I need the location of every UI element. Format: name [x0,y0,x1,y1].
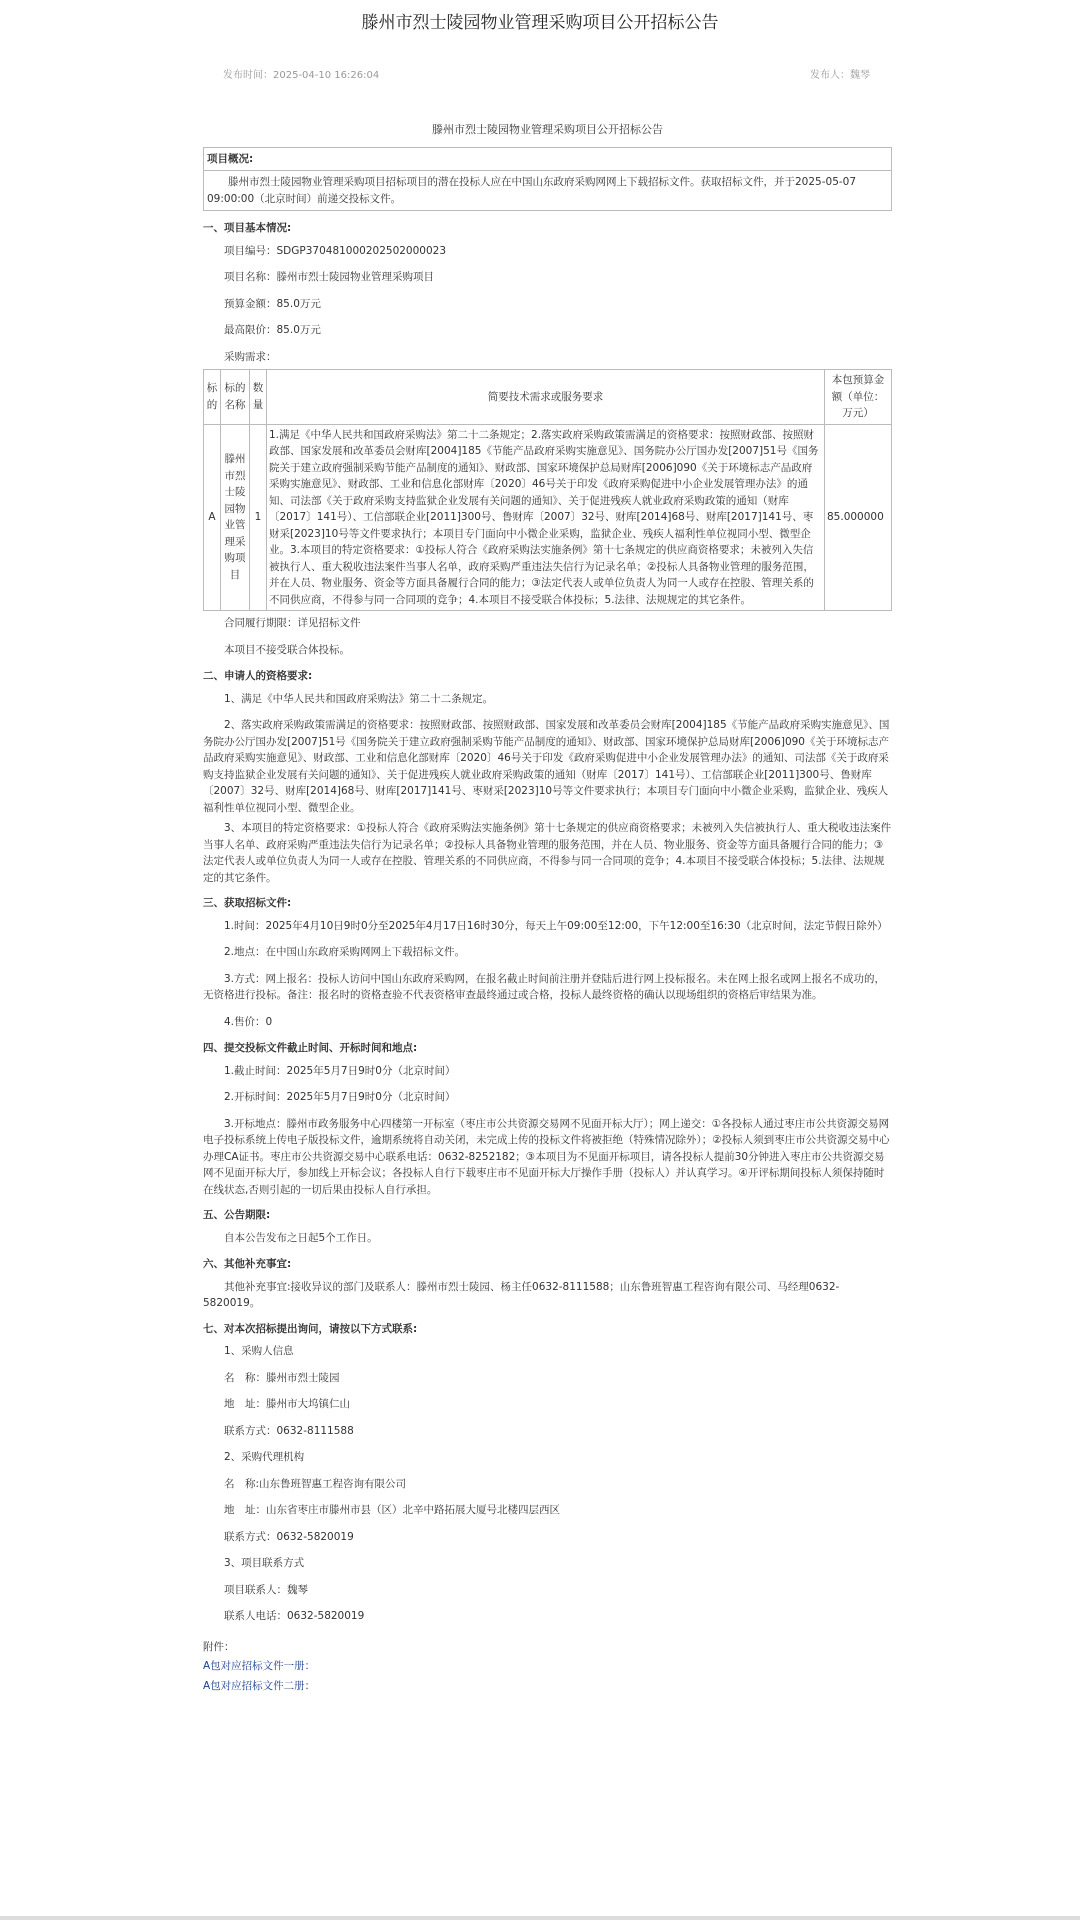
contract-period: 合同履行期限：详见招标文件 [224,617,361,629]
table-header-row [204,370,892,425]
contact-label: 3、项目联系方式 [224,1557,305,1569]
purchaser-label: 1、采购人信息 [224,1345,294,1357]
cell-qty: 1 [250,424,267,611]
section-6-heading: 六、其他补充事宜: [203,1258,292,1270]
section-5-heading: 五、公告期限: [203,1209,271,1221]
announcement-subtitle: 滕州市烈士陵园物业管理采购项目公开招标公告 [432,123,663,136]
footer-bar [0,1916,1080,1920]
attachment-link-1[interactable]: A包对应招标文件一册： [203,1660,316,1672]
notice-period: 自本公告发布之日起5个工作日。 [224,1231,378,1244]
purchaser-name: 名 称：滕州市烈士陵园 [224,1371,340,1384]
agency-label: 2、采购代理机构 [224,1451,305,1463]
contact-phone: 联系人电话：0632-5820019 [224,1610,365,1622]
overview-label: 项目概况: [204,147,892,171]
agency-phone: 联系方式：0632-5820019 [224,1530,354,1543]
no-consortium: 本项目不接受联合体投标。 [224,643,350,656]
attachments-label: 附件： [203,1640,235,1653]
th-name: 标的名称 [221,370,250,425]
obtain-method: 3.方式：网上报名：投标人访问中国山东政府采购网，在报名截止时间前注册并登陆后进行网上投标报名。未在网上报名或网上报名不成功的，无资格进行投标。备注：报名时的资格查验不代表资格审查最终通过或合格，投标人最终资格的确认以现场组织的资格后审结果为准。 [203,972,886,1001]
project-demand-label: 采购需求： [224,350,277,363]
qualification-3: 3、本项目的特定资格要求：①投标人符合《政府采购法实施条例》第十七条规定的供应商资格要求；未被列入失信被执行人、重大税收违法案件当事人名单、政府采购严重违法失信行为记录名单；②投标人具备物业管理的服务范围，并在人员、物业服务、资金等方面具备履行合同的能力；③法定代表人或单位负责人为同一人或存在控股、管理关系的不同供应商，不得参与同一合同项的竞争；4.本项目不接受联合体投标；5.法律、法规规定的其它条件。 [203,822,892,884]
contact-person: 项目联系人：魏琴 [224,1583,308,1596]
purchaser-address: 地 址：滕州市大坞镇仁山 [224,1398,350,1410]
overview-box [203,147,892,212]
cell-name: 滕州市烈士陵园物业管理采购项目 [221,424,250,611]
publisher: 发布人：魏琴 [810,70,870,81]
purchaser-phone: 联系方式：0632-8111588 [224,1424,354,1437]
obtain-place: 2.地点：在中国山东政府采购网网上下载招标文件。 [224,946,466,958]
section-2-heading: 二、申请人的资格要求: [203,670,313,682]
agency-name: 名 称:山东鲁班智惠工程咨询有限公司 [224,1477,407,1490]
cell-bid: A [204,424,221,611]
overview-text: 滕州市烈士陵园物业管理采购项目招标项目的潜在投标人应在中国山东政府采购网网上下载招标文件。获取招标文件，并于2025-05-07 09:00:00（北京时间）前递交投标文件。 [204,171,892,211]
project-budget: 预算金额：85.0万元 [224,297,321,310]
announcement-body [203,118,892,1694]
project-name: 项目名称：滕州市烈士陵园物业管理采购项目 [224,271,434,283]
demand-table [203,369,892,611]
bid-deadline: 1.截止时间：2025年5月7日9时0分（北京时间） [224,1064,456,1077]
project-code: 项目编号：SDGP370481000202502000023 [224,244,447,257]
publish-time: 发布时间：2025-04-10 16:26:04 [223,70,380,81]
bid-open-place: 3.开标地点：滕州市政务服务中心四楼第一开标室（枣庄市公共资源交易网不见面开标大厅）；网上递交：①各投标人通过枣庄市公共资源交易网电子投标系统上传电子版投标文件，逾期系统将自动关闭，未完成上传的投标文件将被拒绝（特殊情况除外）；②投标人须到枣庄市公共资源交易中心办理CA证书。枣庄市公共资源交易中心联系电话：0632-8252182；③本项目为不见面开标项目，请各投标人提前30分钟进入枣庄市公共资源交易网不见面开标大厅，参加线上开标会议；各投标人自行下载枣庄市不见面开标大厅操作手册（投标人）并认真学习。④开评标期间投标人须保持随时在线状态,否则引起的一切后果由投标人自行承担。 [203,1117,890,1196]
qualification-2: 2、落实政府采购政策需满足的资格要求：按照财政部、按照财政部、国家发展和改革委员会财库[2004]185《节能产品政府采购实施意见》、国务院办公厅国办发[2007]51号《国务院关于建立政府强制采购节能产品制度的通知》、财政部、国家环境保护总局财库[2006]090《关于环境标志产品政府采购实施意见》、财政部、工业和信息化部财库〔2020〕46号关于印发《政府采购促进中小企业发展管理办法》的通知、司法部《关于政府采购支持监狱企业发展有关问题的通知》、关于促进残疾人就业政府采购政策的通知（财库〔2017〕141号）、工信部联企业[2011]300号、鲁财库〔2007〕32号、财库[2014]68号、财库[2017]141号、枣财采[2023]10号等文件要求执行；本项目专门面向中小微企业采购，监狱企业、残疾人福利性单位视同小型、微型企业。 [203,719,890,814]
obtain-time: 1.时间：2025年4月10日9时0分至2025年4月17日16时30分，每天上午09:00至12:00，下午12:00至16:30（北京时间，法定节假日除外） [224,919,888,932]
th-qty: 数量 [250,370,267,425]
attachment-link-2[interactable]: A包对应招标文件二册： [203,1679,316,1692]
section-3-heading: 三、获取招标文件: [203,897,292,909]
supplementary-text: 其他补充事宜:接收异议的部门及联系人：滕州市烈士陵园、杨主任0632-8111588；山东鲁班智惠工程咨询有限公司、马经理0632-5820019。 [203,1280,840,1309]
section-4-heading: 四、提交投标文件截止时间、开标时间和地点: [203,1042,418,1054]
cell-requirements: 1.满足《中华人民共和国政府采购法》第二十二条规定；2.落实政府采购政策需满足的资格要求：按照财政部、按照财政部、国家发展和改革委员会财库[2004]185《节能产品政府采购实施意见》、国务院办公厅国办发[2007]51号《国务院关于建立政府强制采购节能产品制度的通知》、财政部、国家环境保护总局财库[2006]090《关于环境标志产品政府采购实施意见》、财政部、工业和信息化部财库〔2020〕46号关于印发《政府采购促进中小企业发展管理办法》的通知、司法部《关于政府采购支持监狱企业发展有关问题的通知》、关于促进残疾人就业政府采购政策的通知（财库〔2017〕141号）、工信部联企业[2011]300号、鲁财库〔2007〕32号、财库[2014]68号、财库[2017]141号、枣财采[2023]10号等文件要求执行；本项目专门面向中小微企业采购，监狱企业、残疾人福利性单位视同小型、微型企业。3.本项目的特定资格要求：①投标人符合《政府采购法实施条例》第十七条规定的供应商资格要求；未被列入失信被执行人、重大税收违法案件当事人名单，政府采购严重违法失信行为记录名单；②投标人具备物业管理的服务范围，并在人员、物业服务、资金等方面具备履行合同的能力；③法定代表人或单位负责人为同一人或存在控股、管理关系的不同供应商，不得参与同一合同项的竞争；4.本项目不接受联合体投标；5.法律、法规规定的其它条件。 [267,424,825,611]
cell-amount: 85.000000 [825,424,892,611]
table-row [204,424,892,611]
th-requirements: 简要技术需求或服务要求 [267,370,825,425]
qualification-1: 1、满足《中华人民共和国政府采购法》第二十二条规定。 [224,692,494,705]
th-bid: 标的 [204,370,221,425]
section-7-heading: 七、对本次招标提出询问，请按以下方式联系: [203,1322,418,1335]
obtain-price: 4.售价：0 [224,1015,273,1028]
agency-address: 地 址：山东省枣庄市滕州市县（区）北辛中路拓展大厦号北楼四层西区 [224,1504,560,1516]
th-amount: 本包预算金额（单位：万元） [825,370,892,425]
page-title: 滕州市烈士陵园物业管理采购项目公开招标公告 [361,13,719,33]
section-1-heading: 一、项目基本情况: [203,222,292,234]
bid-open-time: 2.开标时间：2025年5月7日9时0分（北京时间） [224,1091,456,1103]
project-max-price: 最高限价：85.0万元 [224,324,321,336]
